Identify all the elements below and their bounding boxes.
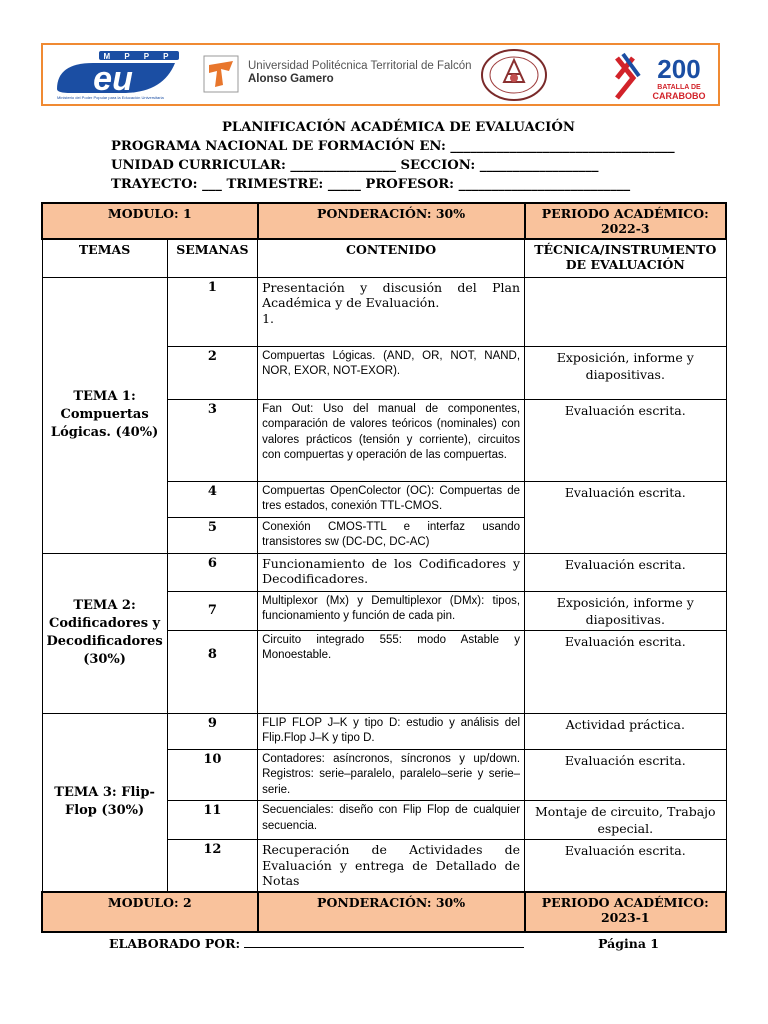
module1-period: PERIODO ACADÉMICO: 2022-3 — [525, 203, 726, 239]
technique-cell: Actividad práctica. — [525, 713, 726, 749]
week-number: 2 — [167, 346, 257, 399]
technique-cell: Evaluación escrita. — [525, 749, 726, 801]
col-header-contenido: CONTENIDO — [258, 239, 525, 277]
technique-cell — [525, 277, 726, 346]
table-row — [42, 277, 726, 346]
eu-logo-mppp: M P P P — [103, 52, 175, 61]
university-seal — [480, 48, 548, 102]
content-cell: FLIP FLOP J–K y tipo D: estudio y análisis del Flip.Flop J–K y tipo D. — [258, 713, 525, 749]
tema2-cell: TEMA 2: Codificadores y Decodificadores (30%) — [42, 553, 167, 713]
module2-weight: PONDERACIÓN: 30% — [258, 892, 525, 932]
week-number: 3 — [167, 399, 257, 481]
content-cell: Circuito integrado 555: modo Astable y Monoestable. — [258, 630, 525, 713]
col-header-semanas: SEMANAS — [167, 239, 257, 277]
content-cell: Compuertas OpenColector (OC): Compuertas de tres estados, conexión TTL-CMOS. — [258, 481, 525, 517]
bicentennial-logo — [613, 48, 715, 104]
bicentennial-text-2: CARABOBO — [652, 91, 706, 101]
content-cell: Fan Out: Uso del manual de componentes, comparación de valores teóricos (nominales) con valores prácticos (tensión y corriente), circuitos con compuertas y operación de las compuertas. — [258, 399, 525, 481]
bicentennial-number: 200 — [657, 54, 701, 84]
technique-cell: Exposición, informe y diapositivas. — [525, 591, 726, 630]
week-number: 12 — [167, 840, 257, 892]
footer — [109, 936, 659, 951]
technique-cell: Evaluación escrita. — [525, 553, 726, 591]
col-header-tecnica: TÉCNICA/INSTRUMENTO DE EVALUACIÓN — [525, 239, 726, 277]
content-cell: Secuenciales: diseño con Flip Flop de cualquier secuencia. — [258, 801, 525, 840]
module2-period: PERIODO ACADÉMICO: 2023-1 — [525, 892, 726, 932]
bicentennial-text-1: BATALLA DE — [657, 84, 701, 91]
header-logos — [41, 43, 720, 106]
technique-cell: Evaluación escrita. — [525, 481, 726, 553]
university-name-block — [248, 60, 472, 86]
week-number: 5 — [167, 517, 257, 553]
week-number: 8 — [167, 630, 257, 713]
week-number: 4 — [167, 481, 257, 517]
technique-cell: Evaluación escrita. — [525, 630, 726, 713]
signature-line — [244, 937, 524, 948]
eu-logo-subtitle: Ministerio del Poder Popular para la Educación Universitaria — [57, 95, 164, 100]
page-number: Página 1 — [598, 936, 659, 951]
eu-logo — [53, 49, 183, 101]
content-cell: Funcionamiento de los Codificadores y Decodificadores. — [258, 553, 525, 591]
technique-cell: Evaluación escrita. — [525, 840, 726, 892]
technique-cell: Exposición, informe y diapositivas. — [525, 346, 726, 399]
evaluation-table — [41, 202, 727, 933]
eu-logo-letters: eu — [93, 60, 133, 98]
program-line: PROGRAMA NACIONAL DE FORMACIÓN EN: __________________________________ — [111, 139, 675, 154]
content-cell: Conexión CMOS-TTL e interfaz usando transistores sw (DC-DC, DC-AC) — [258, 517, 525, 553]
table-row — [42, 713, 726, 749]
technique-cell: Montaje de circuito, Trabajo especial. — [525, 801, 726, 840]
week-number: 10 — [167, 749, 257, 801]
university-sub: Alonso Gamero — [248, 73, 334, 85]
trajectory-line: TRAYECTO: ___ TRIMESTRE: _____ PROFESOR: __________________________ — [111, 177, 631, 192]
module1-weight: PONDERACIÓN: 30% — [258, 203, 525, 239]
week-number: 7 — [167, 591, 257, 630]
university-name: Universidad Politécnica Territorial de Falcón — [248, 60, 472, 72]
main-title: PLANIFICACIÓN ACADÉMICA DE EVALUACIÓN — [222, 120, 575, 135]
content-cell: Contadores: asíncronos, síncronos y up/down. Registros: serie–paralelo, paralelo–serie y serie–serie. — [258, 749, 525, 801]
week-number: 9 — [167, 713, 257, 749]
tema3-cell: TEMA 3: Flip-Flop (30%) — [42, 713, 167, 892]
upt-logo — [203, 55, 239, 93]
technique-cell: Evaluación escrita. — [525, 399, 726, 481]
week-number: 11 — [167, 801, 257, 840]
week-number: 1 — [167, 277, 257, 346]
module2-label: MODULO: 2 — [42, 892, 258, 932]
prepared-by-label: ELABORADO POR: — [109, 936, 241, 951]
content-cell: Multiplexor (Mx) y Demultiplexor (DMx): tipos, funcionamiento y función de cada pin. — [258, 591, 525, 630]
module1-label: MODULO: 1 — [42, 203, 258, 239]
content-cell: Compuertas Lógicas. (AND, OR, NOT, NAND, NOR, EXOR, NOT-EXOR). — [258, 346, 525, 399]
col-header-temas: TEMAS — [42, 239, 167, 277]
unit-section-line: UNIDAD CURRICULAR: ________________ SECCION: __________________ — [111, 158, 599, 173]
content-cell: Recuperación de Actividades de Evaluación y entrega de Detallado de Notas — [258, 840, 525, 892]
content-cell: Presentación y discusión del Plan Académica y de Evaluación. 1. — [258, 277, 525, 346]
week-number: 6 — [167, 553, 257, 591]
table-row — [42, 553, 726, 591]
tema1-cell: TEMA 1: Compuertas Lógicas. (40%) — [42, 277, 167, 553]
